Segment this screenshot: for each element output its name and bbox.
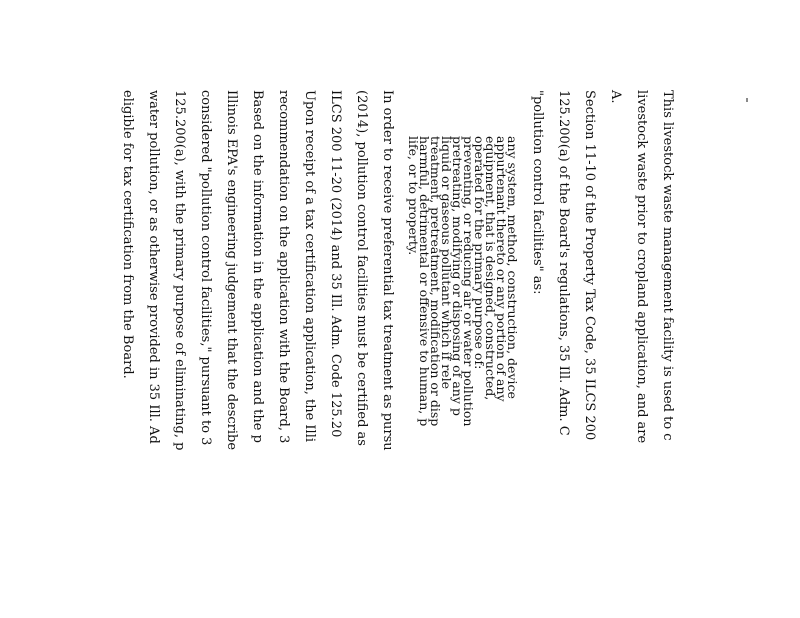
quote-line: treatment, pretreatment, modification or disp <box>428 136 443 427</box>
quote-line: appurtenant thereto or any portion of any <box>494 136 509 402</box>
text-line: recommendation on the application with the Board, 3 <box>276 90 291 444</box>
quote-line: any system, method, construction, device <box>505 136 520 399</box>
quote-line: pretreating, modifying or disposing of any p <box>450 136 465 416</box>
text-line: This livestock waste management facility is used to c <box>660 90 675 441</box>
quote-line: preventing, or reducing air or water pollution <box>461 136 476 427</box>
text-line: "pollution control facilities" as: <box>530 90 545 295</box>
block-quote <box>400 136 524 618</box>
paragraph-livestock <box>602 90 680 618</box>
text-line: Section 11-10 of the Property Tax Code, 35 ILCS 200 <box>582 90 597 441</box>
quote-line: operated for the primary purpose of: <box>472 136 487 370</box>
text-line: Based on the information in the application and the p <box>250 90 265 443</box>
paragraph-certification <box>114 90 400 618</box>
rotated-text-block <box>120 90 680 618</box>
text-line: 125.200(a), with the primary purpose of eliminating, p <box>172 90 187 451</box>
quote-line: life, or to property. <box>406 136 421 256</box>
text-line: water pollution, or as otherwise provided in 35 Ill. Ad <box>146 90 161 444</box>
text-line: Upon receipt of a tax certification application, the Illi <box>302 90 317 443</box>
text-line: (2014), pollution control facilities must be certified as <box>354 90 369 446</box>
text-line: livestock waste prior to cropland application, and are <box>634 90 649 444</box>
quote-line: harmful, detrimental or offensive to human, p <box>417 136 432 427</box>
section-label: A. <box>608 90 623 104</box>
paragraph-definition <box>524 90 602 618</box>
quote-line: liquid or gaseous pollutant which if rele <box>439 136 454 389</box>
text-line: Illinois EPA's engineering judgement that the describe <box>224 90 239 451</box>
quote-line: equipment, that is designed, constructed, <box>483 136 498 401</box>
text-line: In order to receive preferential tax treatment as pursu <box>380 90 395 451</box>
text-line: eligible for tax certification from the Board. <box>120 90 135 379</box>
scan-speck <box>746 98 748 102</box>
text-line: ILCS 200 11-20 (2014) and 35 Ill. Adm. Code 125.20 <box>328 90 343 438</box>
text-line: considered "pollution control facilities," pursuant to 3 <box>198 90 213 446</box>
text-line: 125.200(a) of the Board's regulations, 35 Ill. Adm. C <box>556 90 571 436</box>
